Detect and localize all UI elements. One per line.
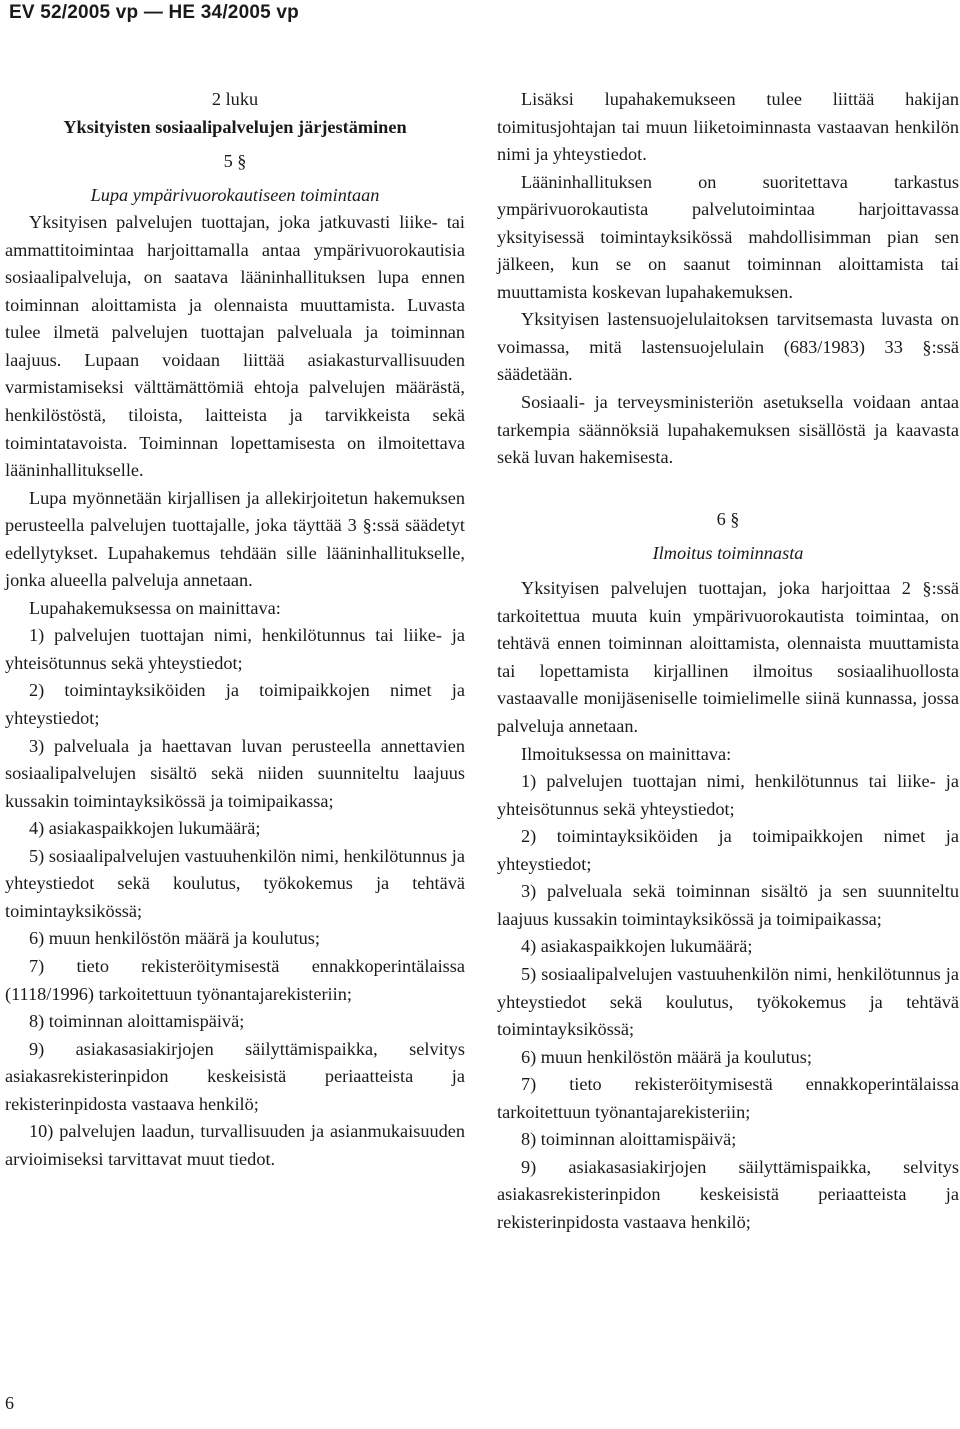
section-title: Lupa ympärivuorokautiseen toimintaan: [90, 184, 380, 205]
paragraph: Lupa myönnetään kirjallisen ja allekirjoitetun hakemuksen perusteella palvelujen tuottajalle, joka täyttää 3 §:ssä säädetyt edellytykset. Lupahakemus tehdään sille lääninhallitukselle, jonka alueella palveluja annetaan.: [5, 487, 465, 591]
list-item: 6) muun henkilöstön määrä ja koulutus;: [521, 1046, 812, 1067]
section-body: [497, 575, 959, 1236]
list-item: 8) toiminnan aloittamispäivä;: [29, 1011, 245, 1032]
paragraph: Yksityisen lastensuojelulaitoksen tarvitsemasta luvasta on voimassa, mitä lastensuojelulain (683/1983) 33 §:ssä säädetään.: [497, 309, 959, 385]
list-item: 2) toimintayksiköiden ja toimipaikkojen nimet ja yhteystiedot;: [5, 680, 465, 729]
paragraph: Lisäksi lupahakemukseen tulee liittää hakijan toimitusjohtajan tai muun liiketoiminnasta vastaavan henkilön nimi ja yhteystiedot.: [497, 89, 959, 165]
list-item: 1) palvelujen tuottajan nimi, henkilötunnus tai liike- ja yhteisötunnus sekä yhteystiedot;: [5, 625, 465, 673]
section-title: Ilmoitus toiminnasta: [652, 542, 804, 563]
list-item: 7) tieto rekisteröitymisestä ennakkoperintälaissa tarkoitettuun työnantajarekisteriin;: [497, 1074, 959, 1122]
list-item: 7) tieto rekisteröitymisestä ennakkoperintälaissa (1118/1996) tarkoitettuun työnantajarekisteriin;: [5, 955, 465, 1004]
list-item: 3) palveluala ja haettavan luvan perusteella annettavien sosiaalipalvelujen sisältö sekä niiden suunniteltu laajuus kussakin toimintayksikössä ja toimipaikassa;: [5, 735, 465, 811]
paragraph: Lupahakemuksessa on mainittava:: [29, 597, 281, 618]
running-header: EV 52/2005 vp — HE 34/2005 vp: [9, 2, 299, 23]
section-number: 5 §: [223, 151, 247, 172]
paragraph: Yksityisen palvelujen tuottajan, joka harjoittaa 2 §:ssä tarkoitettua muuta kuin ympärivuorokautista toimintaa, on tehtävä ennen toiminnan aloittamista, olennaista muuttamista tai lopettamista kirjallinen ilmoitus sosiaalihuollosta vastaavalle monijäseniselle toimielimelle siinä kunnassa, jossa palveluja annetaan.: [497, 578, 959, 737]
list-item: 10) palvelujen laadun, turvallisuuden ja asianmukaisuuden arvioimiseksi tarvittavat muut tiedot.: [5, 1121, 465, 1169]
list-item: 2) toimintayksiköiden ja toimipaikkojen nimet ja yhteystiedot;: [497, 826, 959, 874]
list-item: 3) palveluala sekä toiminnan sisältö ja sen suunniteltu laajuus kussakin toimintayksikössä ja toimipaikassa;: [497, 881, 959, 929]
chapter-title: Yksityisten sosiaalipalvelujen järjestäminen: [63, 116, 407, 137]
section-gap: [497, 472, 959, 500]
list-item: 5) sosiaalipalvelujen vastuuhenkilön nimi, henkilötunnus ja yhteystiedot sekä koulutus, työkokemus ja tehtävä toimintayksikössä;: [5, 845, 465, 921]
list-item: 1) palvelujen tuottajan nimi, henkilötunnus tai liike- ja yhteisötunnus sekä yhteystiedot;: [497, 771, 959, 819]
section-body: [5, 209, 465, 1173]
paragraph: Ilmoituksessa on mainittava:: [521, 743, 732, 764]
section-continuation: [497, 86, 959, 472]
list-item: 4) asiakaspaikkojen lukumäärä;: [29, 818, 261, 839]
section-number: 6 §: [716, 509, 740, 530]
chapter-number: 2 luku: [211, 89, 259, 109]
list-item: 9) asiakasasiakirjojen säilyttämispaikka, selvitys asiakasrekisterinpidon keskeisistä periaatteista ja rekisterinpidosta vastaava henkilö;: [5, 1038, 465, 1114]
list-item: 4) asiakaspaikkojen lukumäärä;: [521, 936, 753, 957]
paragraph: Lääninhallituksen on suoritettava tarkastus ympärivuorokautista palvelutoimintaa harjoittavassa yksityisessä toimintayksikössä mahdollisimman pian sen jälkeen, kun se on saanut toiminnan aloittamista tai muuttamista koskevan lupahakemuksen.: [497, 171, 959, 302]
paragraph: Yksityisen palvelujen tuottajan, joka jatkuvasti liike- tai ammattitoimintaa harjoittamalla antaa ympärivuorokautisia sosiaalipalveluja, on saatava lääninhallituksen lupa ennen toiminnan aloittamista ja olennaista muuttamista. Luvasta tulee ilmetä palvelujen tuottajan palveluala ja toiminnan laajuus. Lupaan voidaan liittää asiakasturvallisuuden varmistamiseksi välttämättömiä ehtoja palvelujen määrästä, henkilöstöstä, tiloista, laitteista ja tarvikkeista sekä toimintatavoista. Toiminnan lopettamisesta on ilmoitettava lääninhallitukselle.: [5, 212, 465, 481]
page-number: 6: [5, 1393, 14, 1413]
left-column: [5, 86, 465, 1173]
list-item: 6) muun henkilöstön määrä ja koulutus;: [29, 928, 320, 949]
right-column: [497, 86, 959, 1236]
list-item: 9) asiakasasiakirjojen säilyttämispaikka, selvitys asiakasrekisterinpidon keskeisistä periaatteista ja rekisterinpidosta vastaava henkilö;: [497, 1156, 959, 1232]
list-item: 5) sosiaalipalvelujen vastuuhenkilön nimi, henkilötunnus ja yhteystiedot sekä koulutus, työkokemus ja tehtävä toimintayksikössä;: [497, 963, 959, 1040]
paragraph: Sosiaali- ja terveysministeriön asetuksella voidaan antaa tarkempia säännöksiä lupahakemuksen sisällöstä ja kaavasta sekä luvan hakemisesta.: [497, 392, 959, 468]
list-item: 8) toiminnan aloittamispäivä;: [521, 1129, 737, 1150]
